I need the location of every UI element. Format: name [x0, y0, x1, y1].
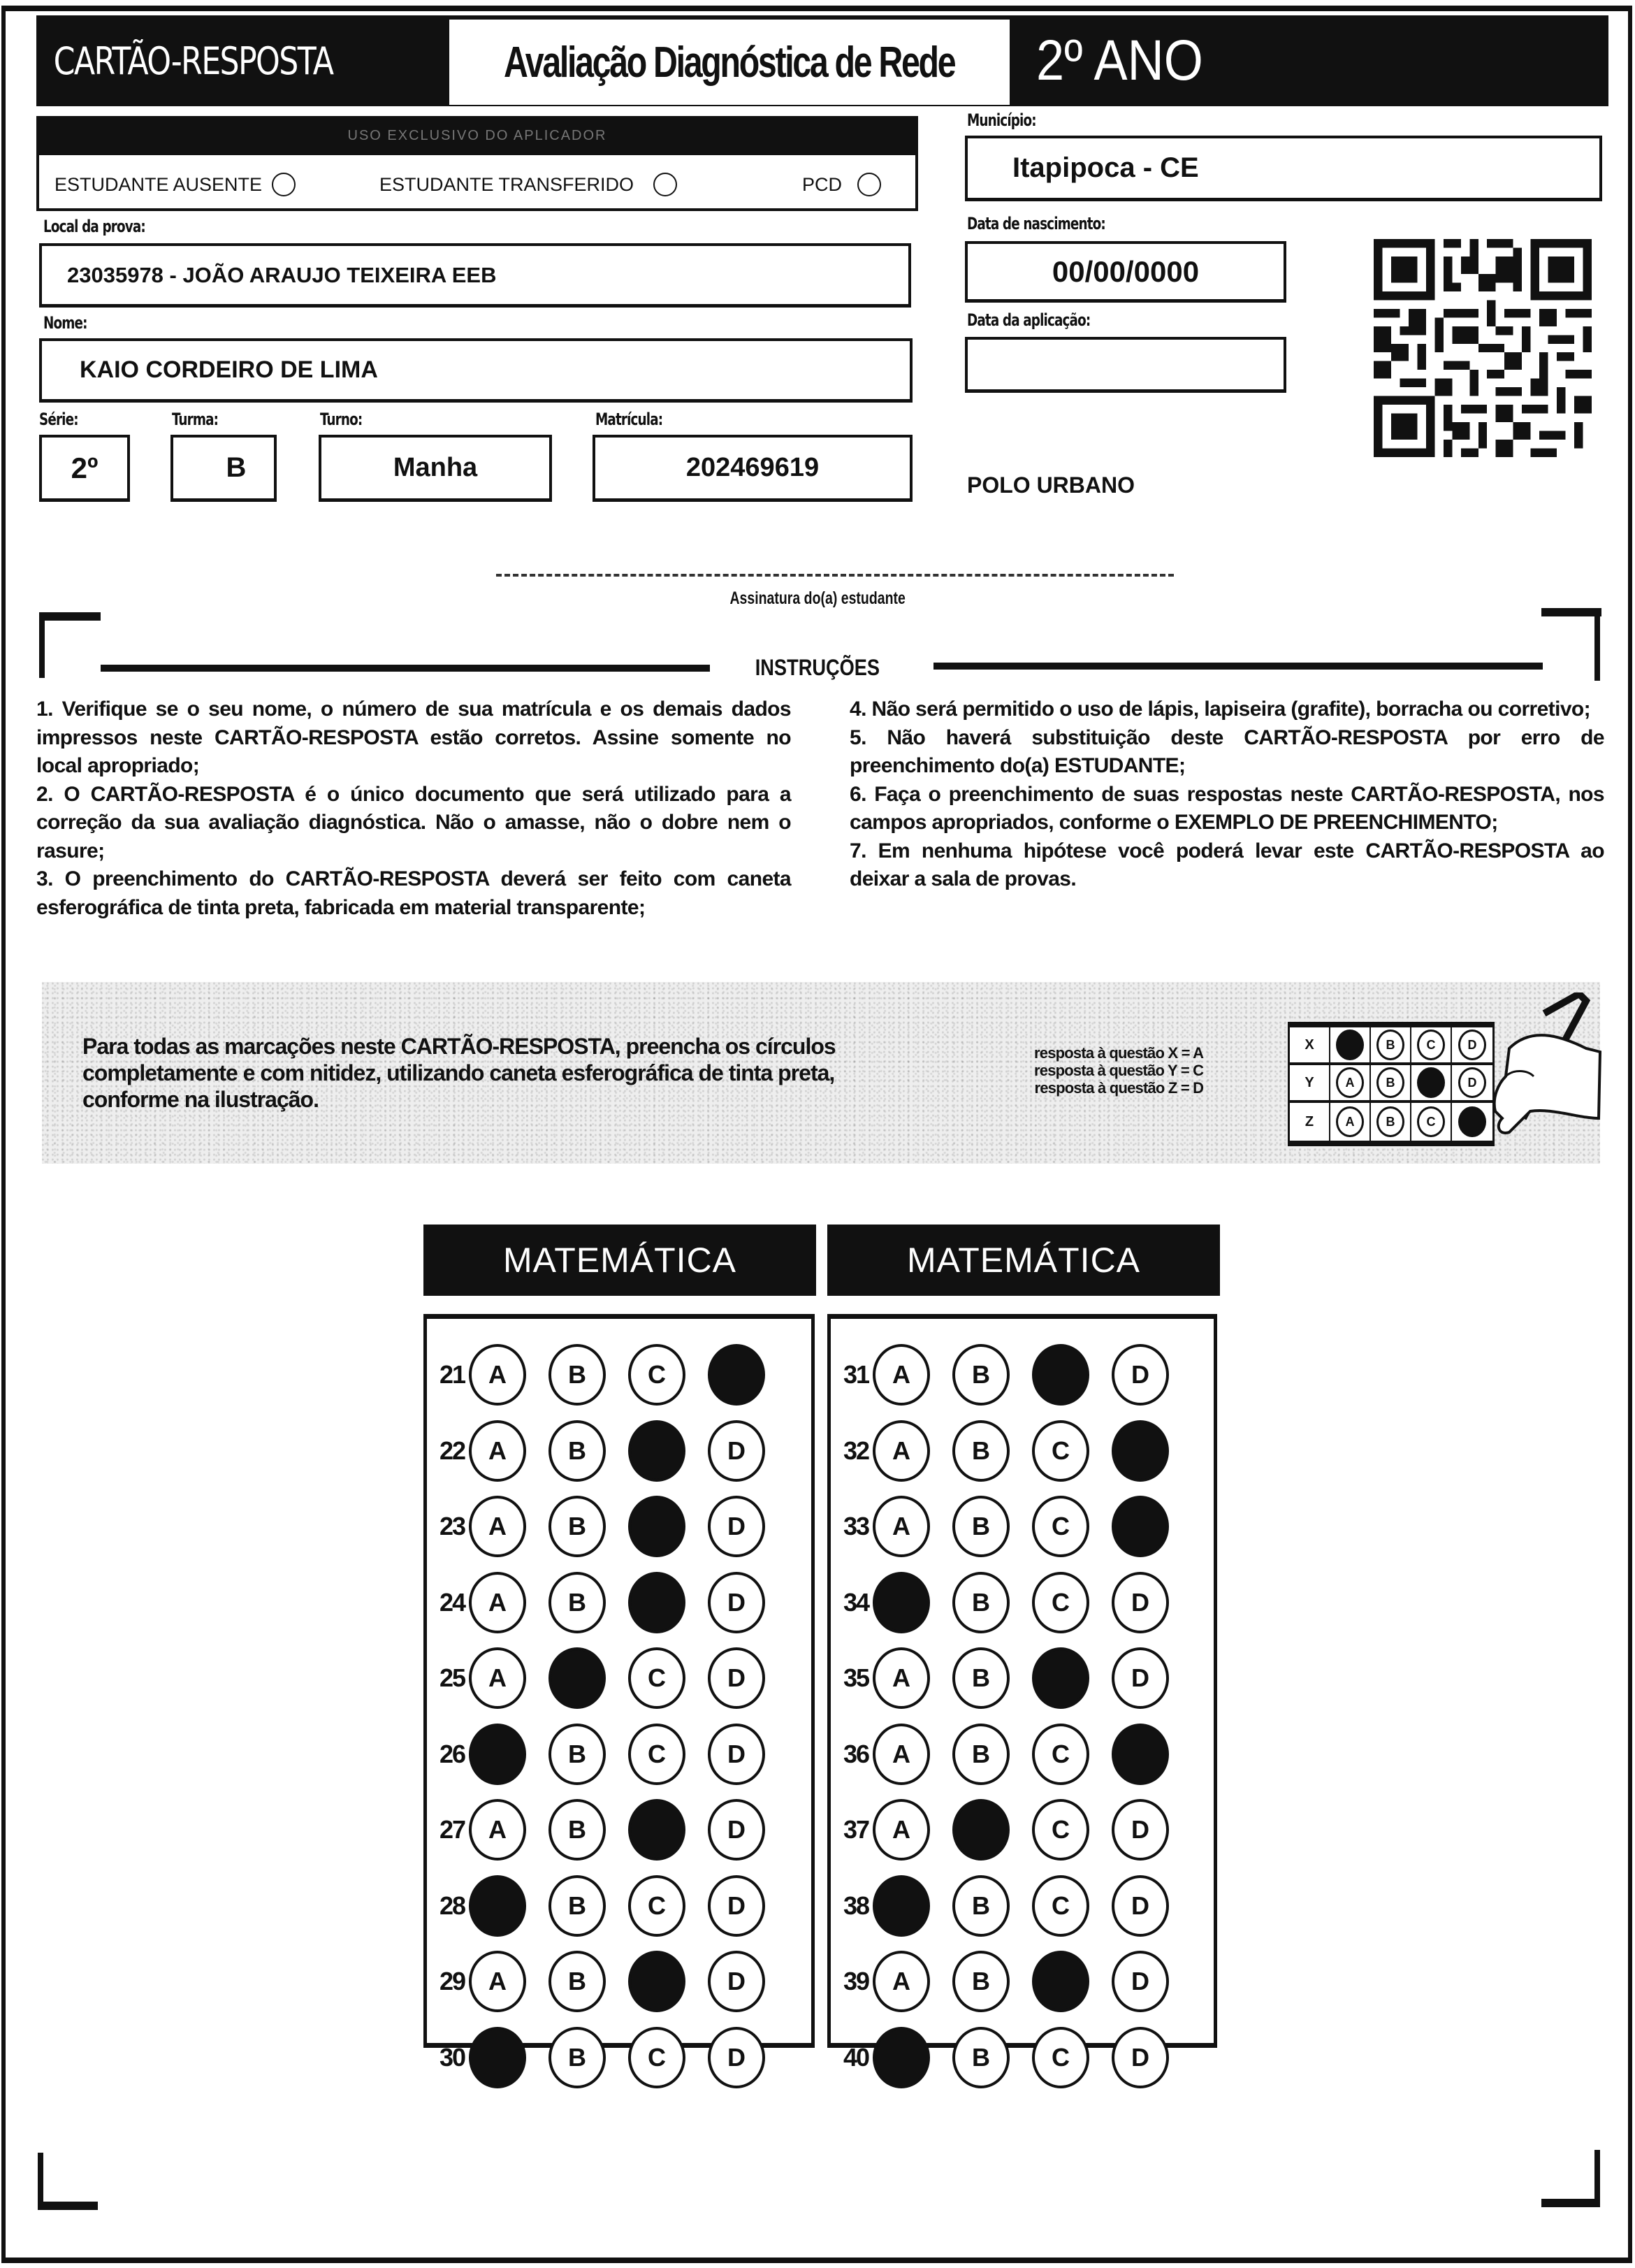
answer-bubble-d[interactable]: D: [1112, 1875, 1169, 1937]
answer-bubble-b[interactable]: B: [952, 2027, 1010, 2088]
example-bubble: D: [1458, 1067, 1486, 1098]
answer-bubble-filled[interactable]: [628, 1951, 685, 2012]
answer-row: [831, 1802, 1191, 1858]
example-question-label: X: [1290, 1027, 1330, 1062]
answer-bubble-d[interactable]: D: [708, 1572, 765, 1633]
municipio-field: [965, 136, 1602, 201]
answer-bubble-b[interactable]: B: [952, 1496, 1010, 1557]
aplicacao-field: [965, 337, 1286, 393]
serie-value: 2º: [71, 451, 99, 484]
answer-row: [427, 1650, 787, 1706]
answer-bubble-a[interactable]: A: [469, 1420, 526, 1482]
answer-bubble-a[interactable]: A: [873, 1496, 930, 1557]
answer-bubble-filled[interactable]: [628, 1496, 685, 1557]
municipio-value: Itapipoca - CE: [1012, 152, 1199, 183]
option-label: ESTUDANTE TRANSFERIDO: [379, 173, 634, 195]
option-estudante-transferido[interactable]: [379, 169, 677, 200]
answer-bubble-d[interactable]: D: [708, 1420, 765, 1482]
answer-bubble-c[interactable]: C: [628, 1875, 685, 1937]
example-legend: [1034, 1044, 1203, 1097]
answer-row: [427, 1802, 787, 1858]
answer-bubble-a[interactable]: A: [873, 1647, 930, 1709]
example-bubble: B: [1376, 1106, 1404, 1137]
nascimento-field: [965, 241, 1286, 303]
instructions-left: [36, 695, 791, 922]
answer-bubble-b[interactable]: B: [952, 1572, 1010, 1633]
example-grid: [1288, 1022, 1495, 1146]
polo-label: POLO URBANO: [967, 472, 1135, 498]
answer-bubble-c[interactable]: C: [1032, 1799, 1089, 1861]
question-number: 25: [439, 1663, 465, 1692]
answer-bubble-b[interactable]: B: [548, 1724, 606, 1785]
instruction-item: 6. Faça o preenchimento de suas respostas neste CARTÃO-RESPOSTA, nos campos apropriados, conforme o EXEMPLO DE PREENCHIMENTO;: [850, 782, 1604, 834]
answer-bubble-d[interactable]: D: [1112, 1344, 1169, 1406]
answer-row: [831, 1423, 1191, 1479]
instruction-item: 7. Em nenhuma hipótese você poderá levar este CARTÃO-RESPOSTA ao deixar a sala de provas.: [850, 839, 1604, 890]
instruction-item: 2. O CARTÃO-RESPOSTA é o único documento que será utilizado para a correção da sua avaliação diagnóstica. Não o amasse, não o dobre nem o rasure;: [36, 782, 791, 862]
grade-label: 2º ANO: [1036, 29, 1203, 92]
answer-block-2: [827, 1314, 1217, 2072]
example-bubble: A: [1336, 1067, 1364, 1098]
corner-mark-top-left: [39, 612, 101, 621]
answer-bubble-d[interactable]: D: [1112, 1647, 1169, 1709]
question-number: 24: [439, 1587, 465, 1617]
answer-row: [831, 1498, 1191, 1554]
nascimento-value: 00/00/0000: [1052, 254, 1200, 288]
answer-bubble-d[interactable]: D: [1112, 2027, 1169, 2088]
instruction-item: 5. Não haverá substituição deste CARTÃO-RESPOSTA por erro de preenchimento do(a) ESTUDANTE;: [850, 725, 1604, 777]
answer-row: [427, 1878, 787, 1934]
option-label: ESTUDANTE AUSENTE: [54, 173, 263, 195]
nascimento-label: Data de nascimento:: [967, 214, 1105, 233]
example-cell: [1411, 1027, 1452, 1062]
turno-field: [319, 435, 552, 502]
example-bubble: A: [1336, 1106, 1364, 1137]
answer-bubble-a[interactable]: A: [469, 1799, 526, 1861]
answer-row: [831, 1953, 1191, 2009]
question-number: 28: [439, 1891, 465, 1920]
answer-bubble-c[interactable]: C: [628, 1344, 685, 1406]
example-cell: [1330, 1027, 1371, 1062]
signature-label: Assinatura do(a) estudante: [729, 588, 906, 608]
radio-pcd[interactable]: [857, 173, 881, 196]
answer-bubble-c[interactable]: C: [1032, 1572, 1089, 1633]
answer-bubble-a[interactable]: A: [873, 1724, 930, 1785]
example-legend-item: resposta à questão X = A: [1034, 1044, 1204, 1062]
local-field: [39, 243, 911, 308]
hand-pen-icon: [1467, 992, 1607, 1146]
question-number: 27: [439, 1815, 465, 1844]
answer-bubble-filled[interactable]: [1032, 1647, 1089, 1709]
answer-bubble-filled[interactable]: [469, 1875, 526, 1937]
turno-label: Turno:: [320, 410, 363, 429]
question-number: 37: [843, 1815, 869, 1844]
answer-bubble-d[interactable]: D: [708, 2027, 765, 2088]
nome-field: [39, 338, 913, 403]
instructions-title: INSTRUÇÕES: [755, 655, 880, 680]
answer-bubble-d[interactable]: D: [708, 1875, 765, 1937]
answer-row: [831, 1650, 1191, 1706]
radio-transferido[interactable]: [653, 173, 677, 196]
answer-row: [831, 2030, 1191, 2086]
signature-line[interactable]: [496, 574, 1174, 577]
answer-bubble-c[interactable]: C: [1032, 1875, 1089, 1937]
corner-mark-top-right: [1541, 608, 1601, 616]
example-bubble: D: [1458, 1030, 1486, 1060]
matricula-field: [593, 435, 913, 502]
answer-bubble-b[interactable]: B: [952, 1420, 1010, 1482]
answer-bubble-a[interactable]: A: [873, 1344, 930, 1406]
example-legend-item: resposta à questão Z = D: [1034, 1079, 1204, 1097]
turma-field: [170, 435, 277, 502]
answer-bubble-d[interactable]: D: [1112, 1799, 1169, 1861]
answer-bubble-filled[interactable]: [873, 2027, 930, 2088]
radio-ausente[interactable]: [272, 173, 296, 196]
question-number: 36: [843, 1739, 869, 1768]
answer-bubble-d[interactable]: D: [708, 1496, 765, 1557]
question-number: 30: [439, 2042, 465, 2072]
question-number: 31: [843, 1360, 869, 1389]
answer-bubble-filled[interactable]: [1112, 1724, 1169, 1785]
subject-header-1: MATEMÁTICA: [423, 1225, 816, 1296]
answer-bubble-filled[interactable]: [1032, 1344, 1089, 1406]
answer-bubble-b[interactable]: B: [548, 1344, 606, 1406]
example-cell: [1371, 1103, 1411, 1141]
answer-bubble-b[interactable]: B: [548, 1951, 606, 2012]
local-label: Local da prova:: [43, 217, 145, 236]
answer-row: [831, 1347, 1191, 1403]
aplicacao-label: Data da aplicação:: [967, 310, 1091, 330]
example-question-label: Y: [1290, 1065, 1330, 1100]
instruction-item: 4. Não será permitido o uso de lápis, lapiseira (grafite), borracha ou corretivo;: [850, 698, 1591, 721]
exam-title: Avaliação Diagnóstica de Rede: [504, 38, 955, 87]
answer-row: [831, 1878, 1191, 1934]
answer-bubble-c[interactable]: C: [628, 2027, 685, 2088]
question-number: 39: [843, 1967, 869, 1995]
example-cell: [1371, 1065, 1411, 1100]
corner-mark-bottom-left: [38, 2202, 98, 2210]
answer-bubble-filled[interactable]: [873, 1875, 930, 1937]
answer-row: [427, 1726, 787, 1782]
answer-row: [427, 1953, 787, 2009]
answer-bubble-b[interactable]: B: [952, 1951, 1010, 2012]
answer-bubble-d[interactable]: D: [708, 1647, 765, 1709]
signature-label-wrap: [0, 588, 1635, 609]
nome-label: Nome:: [43, 313, 87, 333]
answer-bubble-a[interactable]: A: [873, 1799, 930, 1861]
answer-bubble-c[interactable]: C: [1032, 2027, 1089, 2088]
example-question-label: Z: [1290, 1103, 1330, 1141]
answer-bubble-b[interactable]: B: [952, 1344, 1010, 1406]
example-bubble: B: [1376, 1030, 1404, 1060]
answer-bubble-b[interactable]: B: [548, 1420, 606, 1482]
example-cell: [1371, 1027, 1411, 1062]
answer-row: [831, 1575, 1191, 1631]
example-row: [1290, 1065, 1492, 1103]
answer-bubble-filled[interactable]: [952, 1799, 1010, 1861]
answer-bubble-filled[interactable]: [1032, 1951, 1089, 2012]
instructions-title-wrap: [0, 655, 1635, 681]
serie-field: [39, 435, 130, 502]
turma-value: B: [226, 452, 247, 483]
applicator-title: USO EXCLUSIVO DO APLICADOR: [36, 116, 918, 155]
answer-bubble-c[interactable]: C: [1032, 1724, 1089, 1785]
example-bubble-filled: [1336, 1030, 1364, 1060]
answer-bubble-filled[interactable]: [628, 1572, 685, 1633]
answer-bubble-d[interactable]: D: [1112, 1951, 1169, 2012]
local-value: 23035978 - JOÃO ARAUJO TEIXEIRA EEB: [67, 262, 497, 287]
example-bubble-filled: [1417, 1067, 1445, 1098]
answer-bubble-b[interactable]: B: [548, 1875, 606, 1937]
question-number: 38: [843, 1891, 869, 1920]
answer-bubble-d[interactable]: D: [708, 1724, 765, 1785]
question-number: 40: [843, 2042, 869, 2072]
question-number: 29: [439, 1967, 465, 1995]
answer-bubble-filled[interactable]: [548, 1647, 606, 1709]
answer-bubble-b[interactable]: B: [952, 1875, 1010, 1937]
subject-header-2: MATEMÁTICA: [827, 1225, 1220, 1296]
answer-row: [427, 1575, 787, 1631]
option-estudante-ausente[interactable]: [54, 169, 296, 200]
answer-bubble-a[interactable]: A: [469, 1344, 526, 1406]
example-cell: [1330, 1103, 1371, 1141]
example-row: [1290, 1027, 1492, 1065]
question-number: 32: [843, 1436, 869, 1465]
answer-bubble-d[interactable]: D: [708, 1951, 765, 2012]
answer-block-1: [423, 1314, 815, 2072]
answer-bubble-b[interactable]: B: [952, 1647, 1010, 1709]
answer-bubble-a[interactable]: A: [873, 1951, 930, 2012]
answer-bubble-c[interactable]: C: [1032, 1420, 1089, 1482]
example-text: Para todas as marcações neste CARTÃO-RESPOSTA, preencha os círculos completamente e com nitidez, utilizando caneta esferográfica de tinta preta, conforme na ilustração.: [82, 1034, 836, 1112]
answer-bubble-c[interactable]: C: [628, 1724, 685, 1785]
nome-value: KAIO CORDEIRO DE LIMA: [80, 356, 378, 383]
answer-bubble-d[interactable]: D: [708, 1799, 765, 1861]
serie-label: Série:: [39, 410, 78, 429]
answer-row: [427, 2030, 787, 2086]
answer-bubble-b[interactable]: B: [548, 1799, 606, 1861]
question-number: 22: [439, 1436, 465, 1465]
answer-bubble-a[interactable]: A: [873, 1420, 930, 1482]
question-number: 21: [439, 1360, 465, 1389]
example-cell: [1411, 1065, 1452, 1100]
answer-bubble-c[interactable]: C: [1032, 1496, 1089, 1557]
answer-bubble-a[interactable]: A: [469, 1647, 526, 1709]
answer-bubble-b[interactable]: B: [548, 1496, 606, 1557]
example-bubble: C: [1417, 1030, 1445, 1060]
answer-bubble-filled[interactable]: [873, 1572, 930, 1633]
turma-label: Turma:: [172, 410, 219, 429]
municipio-label: Município:: [967, 110, 1036, 130]
answer-bubble-a[interactable]: A: [469, 1572, 526, 1633]
matricula-value: 202469619: [685, 453, 820, 482]
example-cell: [1411, 1103, 1452, 1141]
answer-bubble-filled[interactable]: [1112, 1496, 1169, 1557]
answer-bubble-filled[interactable]: [469, 1724, 526, 1785]
corner-mark-bottom-right: [1541, 2199, 1600, 2207]
answer-row: [427, 1347, 787, 1403]
question-number: 34: [843, 1587, 869, 1617]
corner-mark-bottom-right-v: [1594, 2150, 1600, 2206]
answer-bubble-c[interactable]: C: [628, 1647, 685, 1709]
answer-bubble-filled[interactable]: [628, 1420, 685, 1482]
qr-code-icon: [1374, 239, 1592, 457]
turno-value: Manha: [393, 453, 478, 482]
question-number: 26: [439, 1739, 465, 1768]
answer-bubble-d[interactable]: D: [1112, 1572, 1169, 1633]
answer-bubble-b[interactable]: B: [952, 1724, 1010, 1785]
example-bubble: C: [1417, 1106, 1445, 1137]
answer-bubble-filled[interactable]: [708, 1344, 765, 1406]
example-row: [1290, 1103, 1492, 1141]
answer-bubble-b[interactable]: B: [548, 2027, 606, 2088]
instructions-right: [850, 695, 1604, 894]
answer-bubble-filled[interactable]: [469, 2027, 526, 2088]
answer-bubble-a[interactable]: A: [469, 1496, 526, 1557]
answer-row: [427, 1423, 787, 1479]
question-number: 35: [843, 1663, 869, 1692]
answer-bubble-a[interactable]: A: [469, 1951, 526, 2012]
example-cell: [1330, 1065, 1371, 1100]
example-bubble: B: [1376, 1067, 1404, 1098]
instruction-item: 3. O preenchimento do CARTÃO-RESPOSTA deverá ser feito com caneta esferográfica de tinta preta, fabricada em material transparente;: [36, 867, 791, 919]
answer-bubble-filled[interactable]: [1112, 1420, 1169, 1482]
option-label: PCD: [802, 173, 843, 195]
instruction-item: 1. Verifique se o seu nome, o número de sua matrícula e os demais dados impressos neste CARTÃO-RESPOSTA estão corretos. Assine somente no local apropriado;: [36, 698, 791, 777]
matricula-label: Matrícula:: [595, 410, 663, 429]
answer-bubble-b[interactable]: B: [548, 1572, 606, 1633]
question-number: 33: [843, 1512, 869, 1540]
example-legend-item: resposta à questão Y = C: [1034, 1062, 1204, 1079]
question-number: 23: [439, 1512, 465, 1540]
exam-title-box: [449, 20, 1010, 105]
answer-row: [831, 1726, 1191, 1782]
answer-row: [427, 1498, 787, 1554]
option-pcd[interactable]: [802, 169, 881, 200]
card-label: CARTÃO-RESPOSTA: [53, 38, 333, 83]
answer-bubble-filled[interactable]: [628, 1799, 685, 1861]
